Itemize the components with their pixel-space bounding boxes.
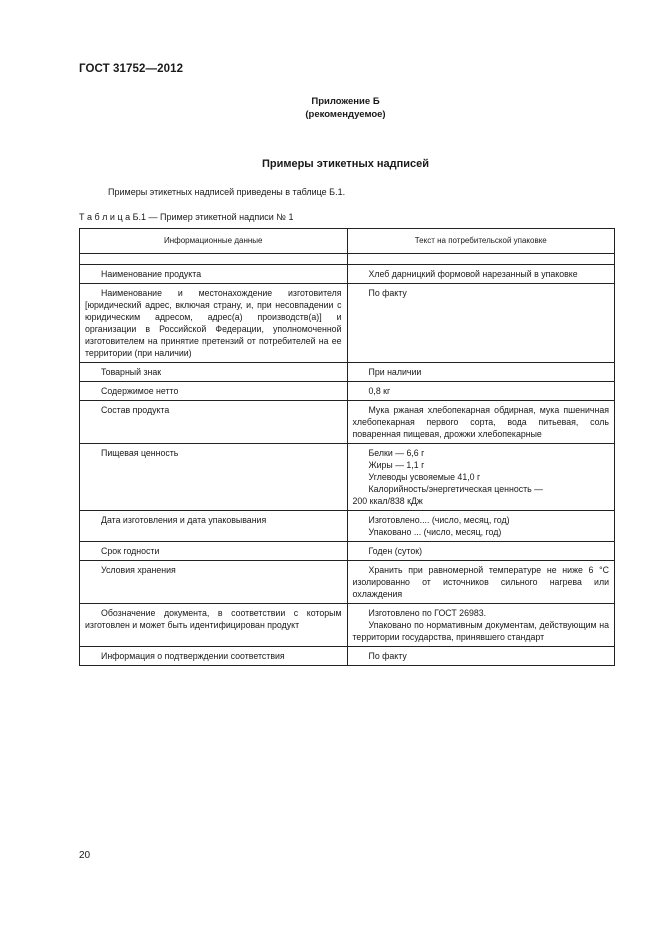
table-row [80,647,615,666]
row-label-composition: Состав продукта [80,401,348,444]
row-value-storage: Хранить при равномерной температуре не ниже 6 °С изолированно от источников сильного нагрева или охлаждения [347,561,615,604]
row-label-manufacturer: Наименование и местонахождение изготовителя [юридический адрес, включая страну, и, при несовпадении с юридическим адресом, адрес(а) производств(а)] и организации в Российской Федерации, уполномоченной изготовителем на принятие претензий от потребителей на ее территории (при наличии) [80,284,348,363]
table-row [80,542,615,561]
row-label-net-content: Содержимое нетто [80,382,348,401]
page-number: 20 [79,850,91,861]
appendix-subtitle: (рекомендуемое) [305,109,386,120]
row-value-trademark: При наличии [347,363,615,382]
table-row [80,363,615,382]
row-label-standard: Обозначение документа, в соответствии с которым изготовлен и может быть идентифицирован продукт [80,604,348,647]
row-label-product-name: Наименование продукта [80,265,348,284]
table-row [80,511,615,542]
table-row [80,401,615,444]
row-value-nutrition [347,444,615,511]
row-value-conformity: По факту [347,647,615,666]
appendix-heading [0,95,661,121]
nutrition-line: Калорийность/энергетическая ценность — [368,484,543,494]
table-row [80,561,615,604]
header-info-data: Информационные данные [80,229,348,254]
header-package-text: Текст на потребительской упаковке [347,229,615,254]
table-row [80,382,615,401]
table-row [80,284,615,363]
nutrition-line: Углеводы усвояемые 41,0 г [368,472,481,482]
nutrition-line: Белки — 6,6 г [368,448,425,458]
standard-line: Упаковано по нормативным документам, действующим на территории государства, принявшего стандарт [352,620,609,642]
row-label-conformity: Информация о подтверждении соответствия [80,647,348,666]
table-header-row [80,229,615,254]
row-label-dates: Дата изготовления и дата упаковывания [80,511,348,542]
row-label-nutrition: Пищевая ценность [80,444,348,511]
row-value-product-name: Хлеб дарницкий формовой нарезанный в упаковке [347,265,615,284]
row-value-dates [347,511,615,542]
date-line: Изготовлено.... (число, месяц, год) [368,515,510,525]
row-value-net-content: 0,8 кг [347,382,615,401]
section-title: Примеры этикетных надписей [261,158,430,170]
row-value-standard [347,604,615,647]
row-label-trademark: Товарный знак [80,363,348,382]
nutrition-line: 200 ккал/838 кДж [352,496,423,506]
nutrition-line: Жиры — 1,1 г [368,460,425,470]
row-label-storage: Условия хранения [80,561,348,604]
table-caption: Т а б л и ц а Б.1 — Пример этикетной надписи № 1 [79,212,294,222]
document-code: ГОСТ 31752—2012 [79,63,184,75]
row-value-manufacturer: По факту [347,284,615,363]
table-row [80,265,615,284]
row-value-shelf-life: Годен (суток) [347,542,615,561]
table-row [80,604,615,647]
date-line: Упаковано ... (число, месяц, год) [368,527,502,537]
row-value-composition: Мука ржаная хлебопекарная обдирная, мука пшеничная хлебопекарная первого сорта, вода питьевая, соль поваренная пищевая, дрожжи хлебопекарные [347,401,615,444]
table-spacer-row [80,254,615,265]
standard-line: Изготовлено по ГОСТ 26983. [368,608,487,618]
intro-paragraph: Примеры этикетных надписей приведены в таблице Б.1. [108,187,346,197]
table-row [80,444,615,511]
label-info-table [79,228,615,666]
row-label-shelf-life: Срок годности [80,542,348,561]
appendix-title: Приложение Б [311,96,380,107]
